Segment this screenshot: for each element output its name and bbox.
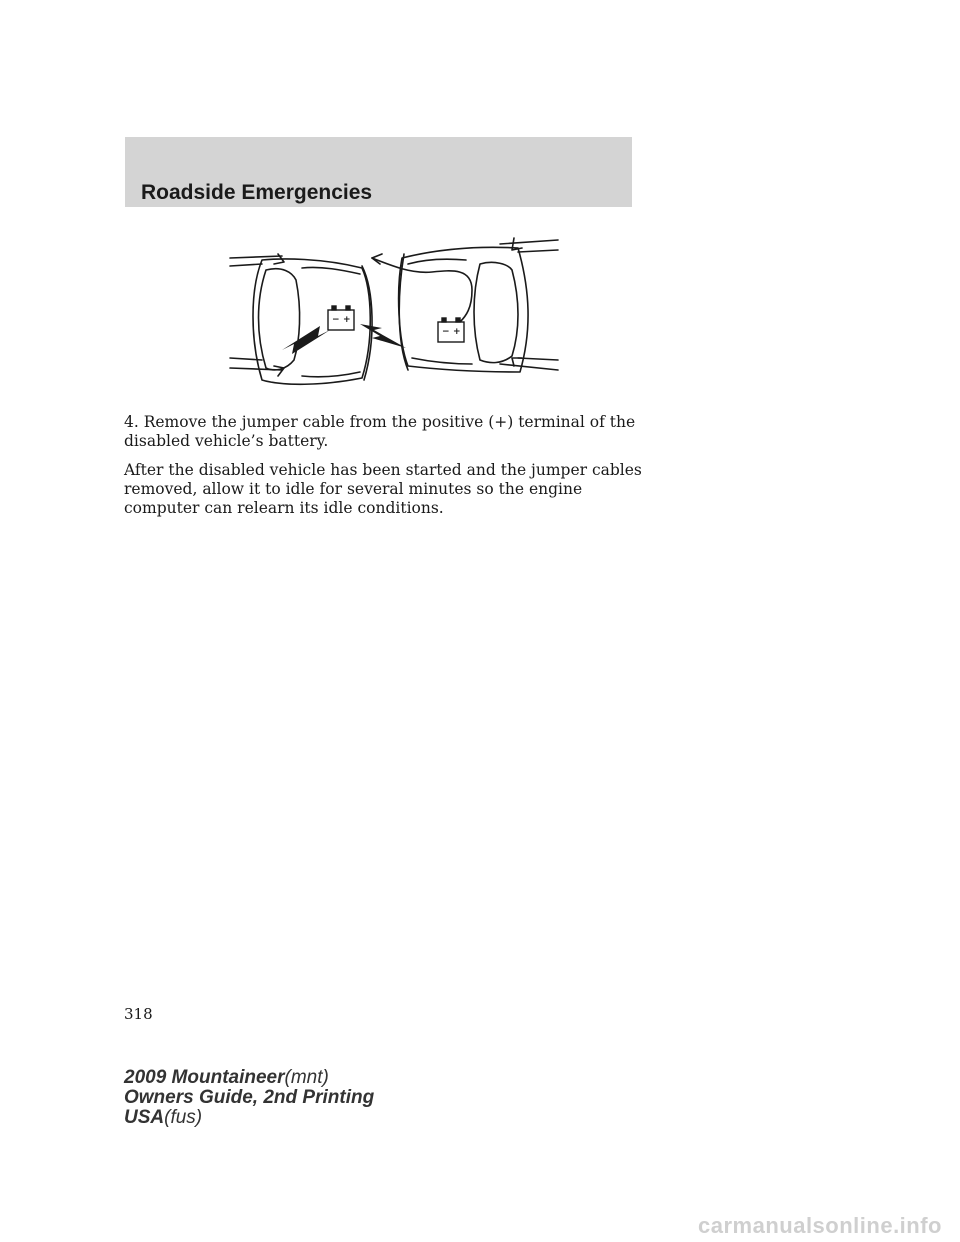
jump-start-illustration — [222, 230, 567, 395]
footer-guide: Owners Guide, 2nd Printing — [124, 1087, 375, 1108]
watermark: carmanualsonline.info — [698, 1213, 942, 1238]
battery-plus-label: + — [343, 315, 351, 325]
footer-region-code: (fus) — [164, 1107, 203, 1128]
footer-region: USA — [124, 1107, 165, 1128]
battery-minus-label: − — [442, 327, 450, 337]
page-number: 318 — [124, 1005, 153, 1023]
battery-minus-label: − — [332, 315, 340, 325]
paragraph-after-start: After the disabled vehicle has been started and the jumper cables removed, allow it to idle for several minutes so the engine computer can relearn its idle conditions. — [124, 461, 642, 517]
section-header-band — [125, 137, 632, 207]
paragraph-step-4: 4. Remove the jumper cable from the positive (+) terminal of the disabled vehicle’s battery. — [124, 413, 636, 450]
footer-model: 2009 Mountaineer — [124, 1067, 285, 1088]
jumper-cable — [372, 258, 472, 322]
footer — [124, 1068, 374, 1128]
right-vehicle — [399, 238, 558, 372]
section-title: Roadside Emergencies — [141, 181, 373, 204]
battery-plus-label: + — [453, 327, 461, 337]
spark-icon — [282, 326, 330, 354]
body-text — [124, 413, 644, 528]
footer-model-code: (mnt) — [284, 1067, 329, 1088]
